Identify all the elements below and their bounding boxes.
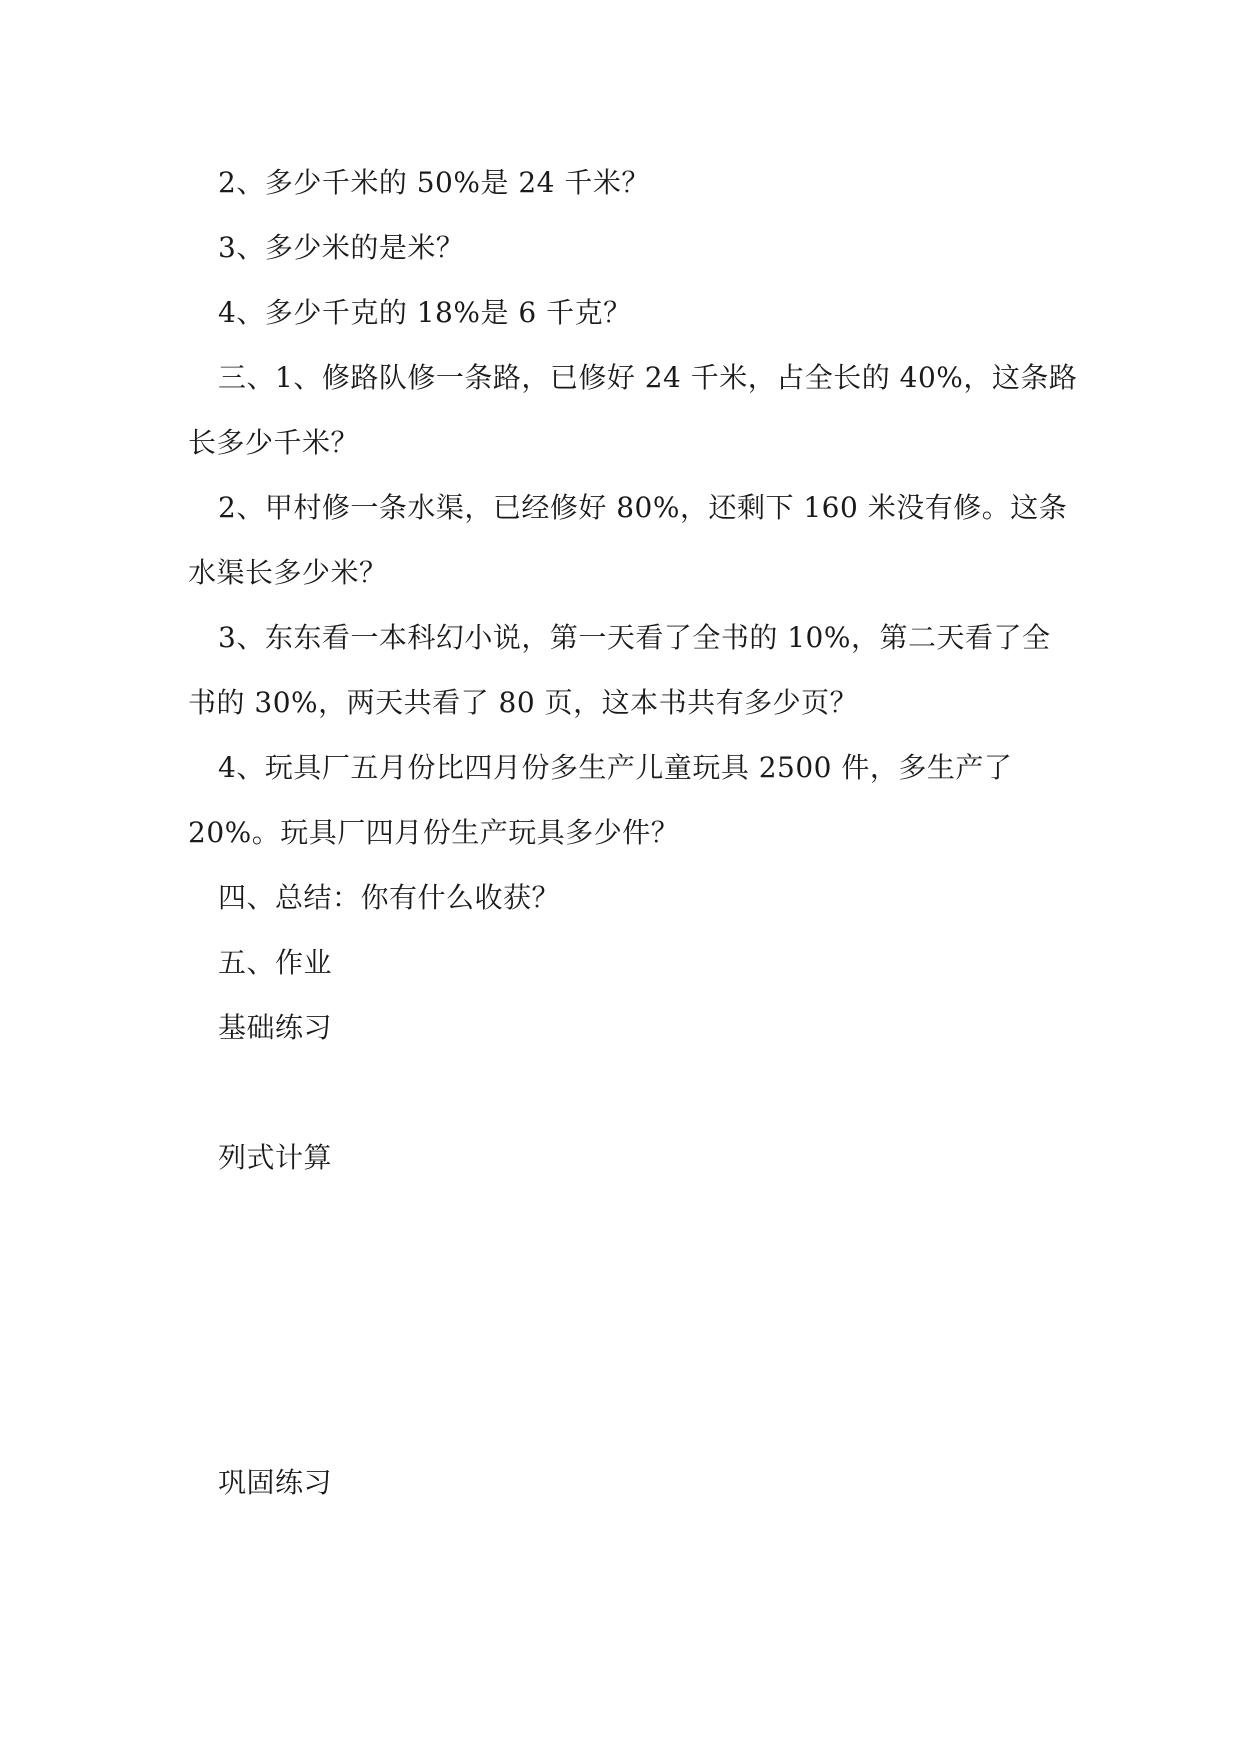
consolidation-practice-heading: 巩固练习 (218, 1466, 333, 1499)
question-3-meters: 3、多少米的是米？ (218, 231, 465, 264)
section-3-problem-4-line-2: 20%。玩具厂四月份生产玩具多少件？ (188, 816, 680, 849)
section-3-problem-4-line-1: 4、玩具厂五月份比四月份多生产儿童玩具 2500 件，多生产了 (218, 751, 1013, 784)
section-3-problem-3-line-2: 书的 30%，两天共看了 80 页，这本书共有多少页？ (188, 686, 859, 719)
column-calculation-heading: 列式计算 (218, 1141, 333, 1174)
section-4-summary: 四、总结：你有什么收获？ (218, 881, 561, 914)
section-3-problem-1-line-1: 三、1、修路队修一条路，已修好 24 千米，占全长的 40%，这条路 (218, 361, 1078, 394)
section-3-problem-2-line-1: 2、甲村修一条水渠，已经修好 80%，还剩下 160 米没有修。这条 (218, 491, 1068, 524)
section-3-problem-3-line-1: 3、东东看一本科幻小说，第一天看了全书的 10%，第二天看了全 (218, 621, 1051, 654)
section-3-problem-1-line-2: 长多少千米？ (188, 426, 360, 459)
basic-practice-heading: 基础练习 (218, 1011, 333, 1044)
section-3-problem-2-line-2: 水渠长多少米？ (188, 556, 388, 589)
question-2-kilometers: 2、多少千米的 50%是 24 千米？ (218, 166, 650, 199)
section-5-homework: 五、作业 (218, 946, 333, 979)
question-4-kilograms: 4、多少千克的 18%是 6 千克？ (218, 296, 632, 329)
